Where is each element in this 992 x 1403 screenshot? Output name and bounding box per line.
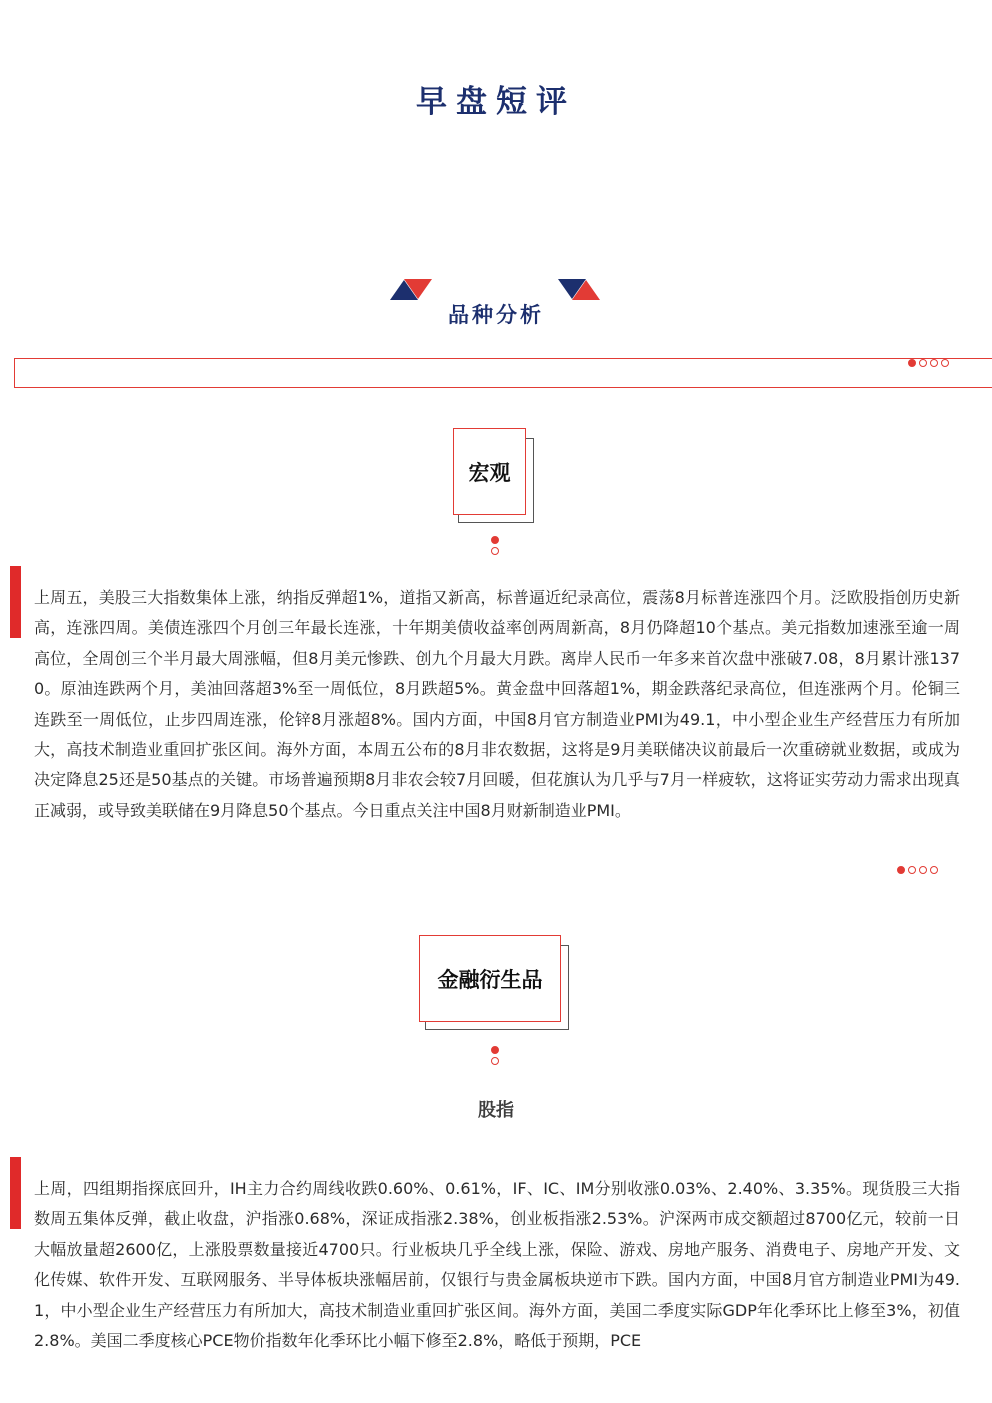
derivatives-label-box (419, 935, 571, 1031)
dot-filled (908, 359, 916, 367)
stock-index-subheading: 股指 (478, 1100, 514, 1121)
derivatives-paragraph-clip (34, 1174, 960, 1354)
dot-outline (491, 1057, 499, 1065)
divider-dots (908, 359, 949, 367)
derivatives-vertical-dots (491, 1046, 499, 1065)
dot-outline (491, 547, 499, 555)
macro-end-dots (897, 866, 938, 874)
section-title: 品种分析 (448, 303, 544, 327)
dot-outline (919, 359, 927, 367)
macro-side-marker (10, 566, 21, 638)
page-title: 早盘短评 (416, 84, 576, 120)
macro-label: 宏观 (453, 428, 526, 515)
macro-label-box (453, 428, 535, 524)
derivatives-side-marker (10, 1157, 21, 1229)
left-triangle-decoration (390, 277, 434, 301)
dot-outline (919, 866, 927, 874)
macro-paragraph: 上周五，美股三大指数集体上涨，纳指反弹超1%，道指又新高，标普逼近纪录高位，震荡8月标普连涨四个月。泛欧股指创历史新高，连涨四周。美债连涨四个月创三年最长连涨，十年期美债收益率创两周新高，8月仍降超10个基点。美元指数加速涨至逾一周高位，全周创三个半月最大周涨幅，但8月美元惨跌、创九个月最大月跌。离岸人民币一年多来首次盘中涨破7.08，8月累计涨1370。原油连跌两个月，美油回落超3%至一周低位，8月跌超5%。黄金盘中回落超1%，期金跌落纪录高位，但连涨两个月。伦铜三连跌至一周低位，止步四周连涨，伦锌8月涨超8%。国内方面，中国8月官方制造业PMI为49.1，中小型企业生产经营压力有所加大，高技术制造业重回扩张区间。海外方面，本周五公布的8月非农数据，这将是9月美联储决议前最后一次重磅就业数据，或成为决定降息25还是50基点的关键。市场普遍预期8月非农会较7月回暖，但花旗认为几乎与7月一样疲软，这将证实劳动力需求出现真正减弱，或导致美联储在9月降息50个基点。今日重点关注中国8月财新制造业PMI。 (34, 588, 960, 820)
dot-filled (491, 1046, 499, 1054)
dot-outline (908, 866, 916, 874)
dot-filled (491, 536, 499, 544)
right-triangle-decoration (558, 277, 602, 301)
dot-filled (897, 866, 905, 874)
dot-outline (930, 359, 938, 367)
macro-vertical-dots (491, 536, 499, 555)
dot-outline (930, 866, 938, 874)
section-divider-box (14, 358, 992, 388)
derivatives-label: 金融衍生品 (419, 935, 561, 1022)
dot-outline (941, 359, 949, 367)
derivatives-paragraph: 上周，四组期指探底回升，IH主力合约周线收跌0.60%、0.61%，IF、IC、IM分别收涨0.03%、2.40%、3.35%。现货股三大指数周五集体反弹，截止收盘，沪指涨0.68%，深证成指涨2.38%，创业板指涨2.53%。沪深两市成交额超过8700亿元，较前一日大幅放量超2600亿，上涨股票数量接近4700只。行业板块几乎全线上涨，保险、游戏、房地产服务、消费电子、房地产开发、文化传媒、软件开发、互联网服务、半导体板块涨幅居前，仅银行与贵金属板块逆市下跌。国内方面，中国8月官方制造业PMI为49.1，中小型企业生产经营压力有所加大，高技术制造业重回扩张区间。海外方面，美国二季度实际GDP年化季环比上修至3%，初值2.8%。美国二季度核心PCE物价指数年化季环比小幅下修至2.8%，略低于预期，PCE (34, 1179, 960, 1351)
